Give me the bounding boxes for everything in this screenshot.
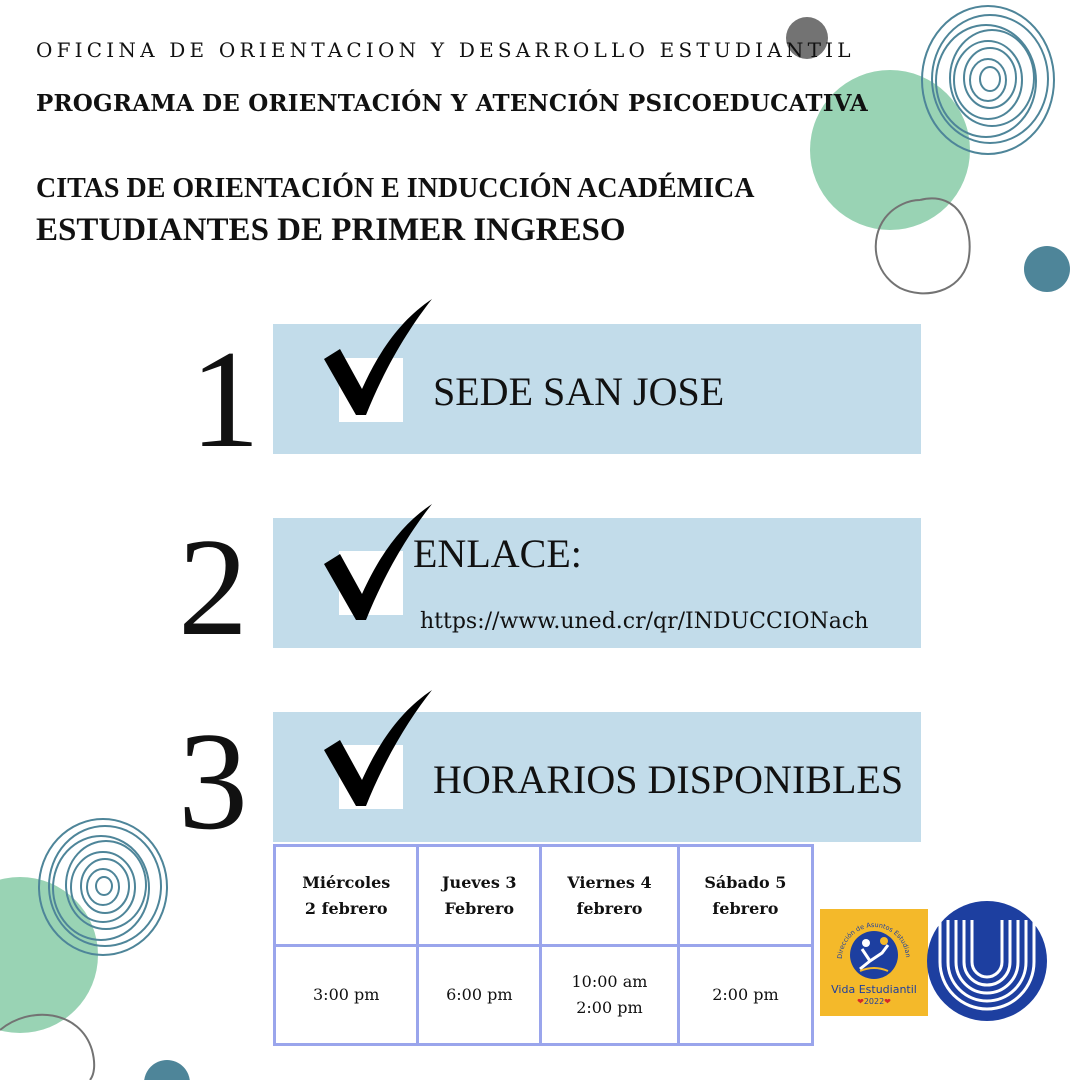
program-title: PROGRAMA DE ORIENTACIÓN Y ATENCIÓN PSICOEDUCATIVA (36, 90, 868, 117)
green-blob-bottom-left (0, 877, 98, 1033)
teal-circle-decoration (1024, 246, 1070, 292)
vida-year: 2022 (863, 997, 885, 1006)
spiral-decoration-top (922, 6, 1054, 154)
step-label-3: HORARIOS DISPONIBLES (433, 757, 904, 802)
table-cell: 10:00 am 2:00 pm (541, 946, 679, 1045)
check-icon (322, 688, 434, 808)
main-title: CITAS DE ORIENTACIÓN E INDUCCIÓN ACADÉMICA (36, 173, 755, 204)
check-icon (322, 297, 434, 417)
table-header-cell: Jueves 3 Febrero (418, 846, 541, 946)
table-cell: 2:00 pm (678, 946, 812, 1045)
vida-name: Vida Estudiantil (831, 983, 917, 996)
step-label-2: ENLACE: (413, 531, 582, 576)
table-header-cell: Miércoles 2 febrero (275, 846, 418, 946)
vida-arc-text: Dirección de Asuntos Estudian (835, 920, 913, 960)
table-header-row (275, 846, 813, 946)
uned-logo (926, 900, 1048, 1022)
vida-estudiantil-logo (820, 909, 928, 1016)
table-cell: 6:00 pm (418, 946, 541, 1045)
step-number-3: 3 (178, 704, 248, 859)
heart-icon: ❤ (884, 997, 891, 1006)
schedule-table (273, 844, 814, 1046)
teal-circle-bottom (144, 1060, 190, 1080)
link-url[interactable]: https://www.uned.cr/qr/INDUCCIONach (420, 609, 869, 634)
table-header-cell: Sábado 5 febrero (678, 846, 812, 946)
table-row (275, 946, 813, 1045)
table-cell: 3:00 pm (275, 946, 418, 1045)
office-title: OFICINA DE ORIENTACION Y DESARROLLO ESTUDIANTIL (36, 38, 855, 62)
step-number-1: 1 (190, 322, 260, 477)
heart-icon: ❤ (857, 997, 864, 1006)
subtitle: ESTUDIANTES DE PRIMER INGRESO (36, 212, 626, 248)
step-number-2: 2 (178, 510, 248, 665)
table-header-cell: Viernes 4 febrero (541, 846, 679, 946)
step-label-1: SEDE SAN JOSE (433, 369, 725, 414)
vida-year-row (820, 997, 928, 1006)
